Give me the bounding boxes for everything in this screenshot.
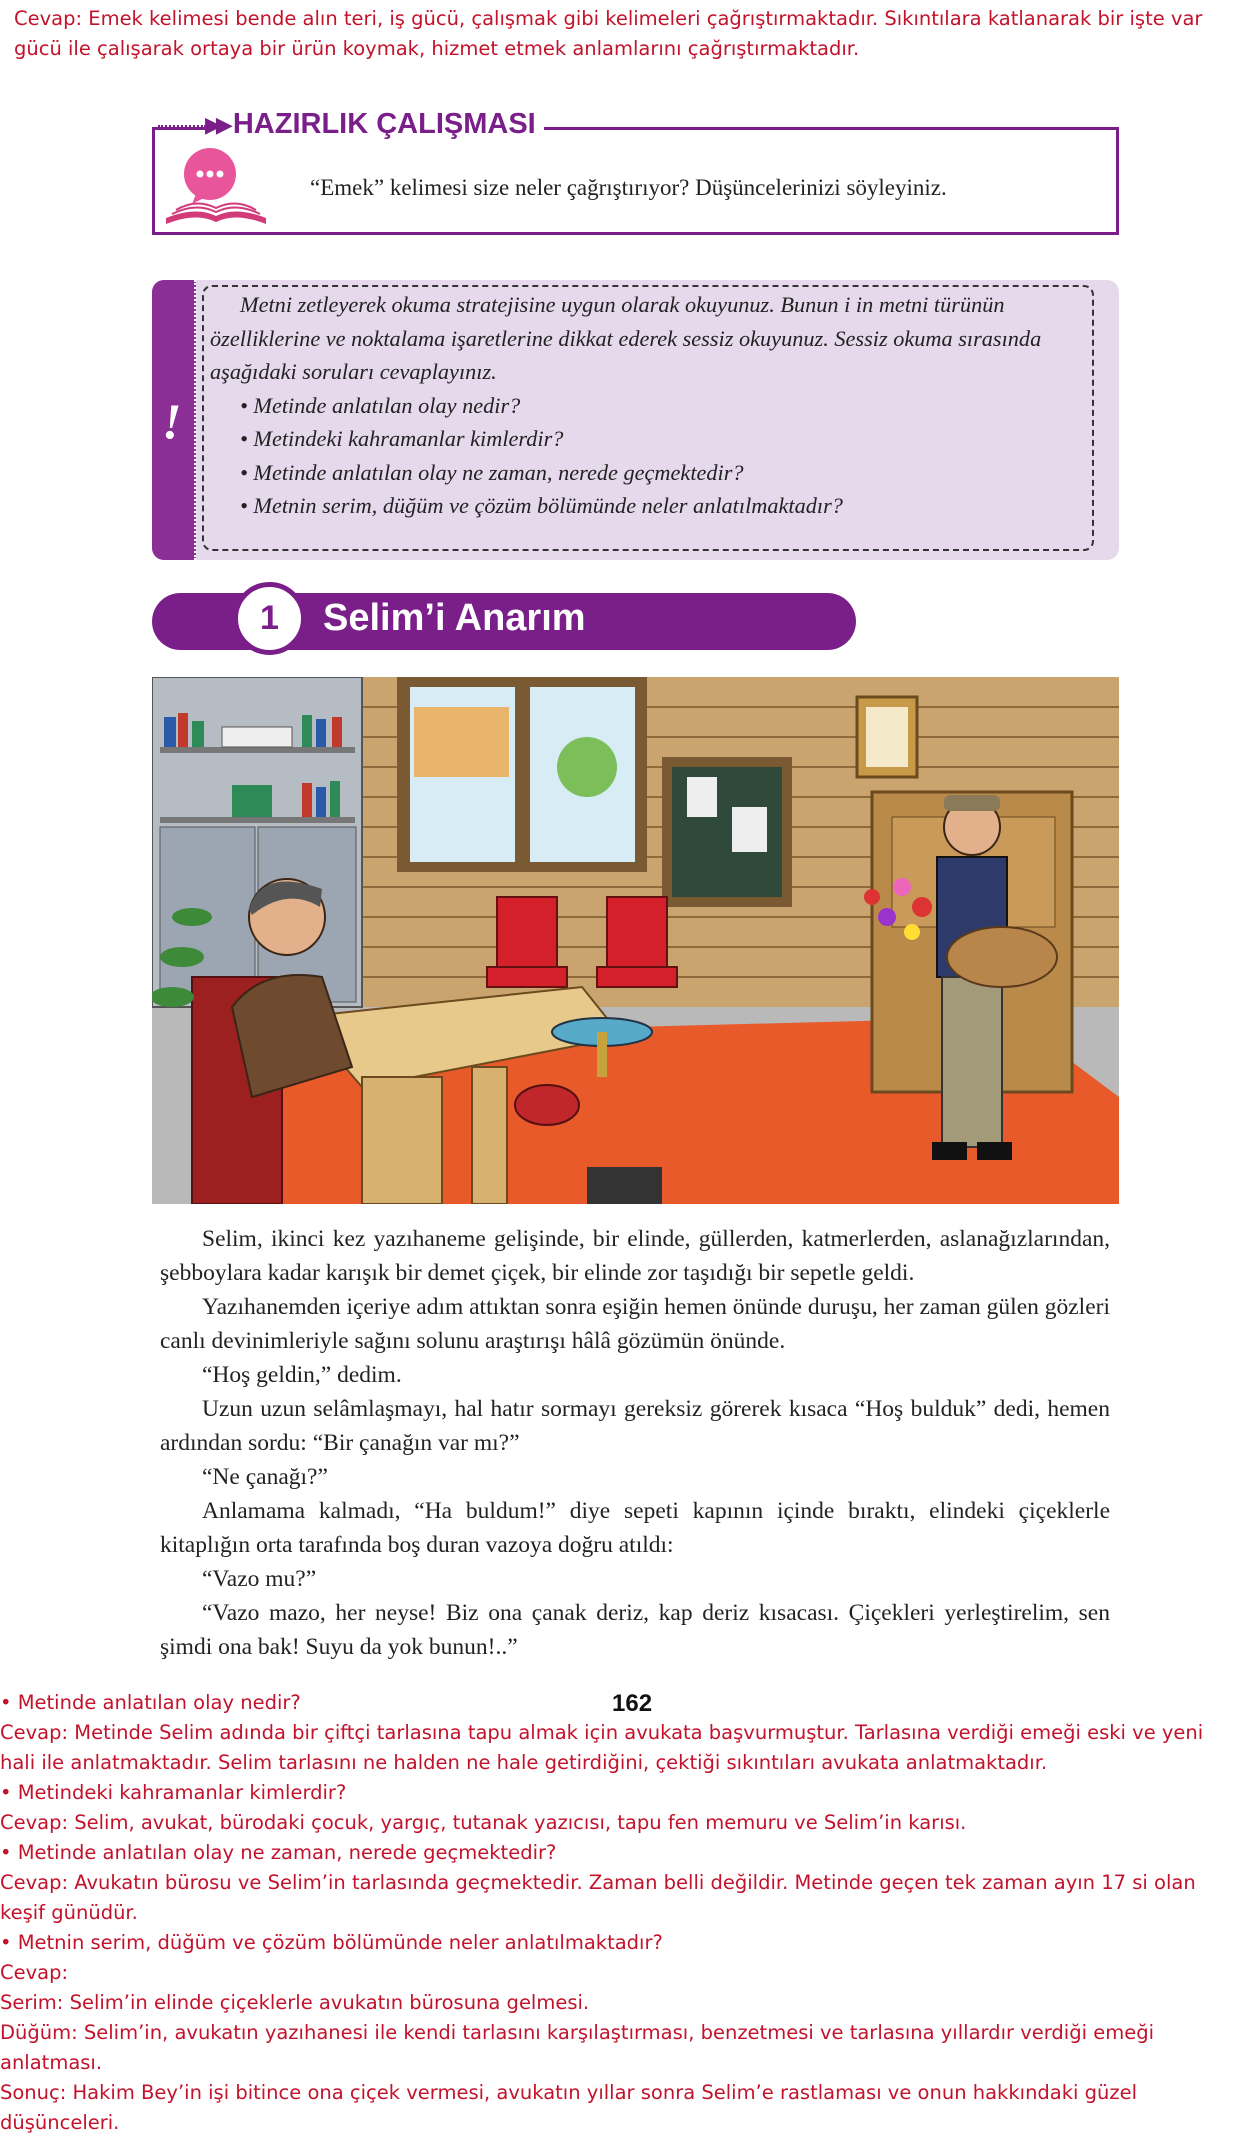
story-paragraph: “Vazo mu?” [202, 1566, 317, 1592]
answer-line: • Metinde anlatılan olay nedir? [0, 1691, 301, 1714]
answer-line: • Metnin serim, düğüm ve çözüm bölümünde neler anlatılmaktadır? [0, 1931, 663, 1954]
answer-line: Cevap: [0, 1961, 69, 1984]
story-paragraph: Uzun uzun selâmlaşmayı, hal hatır sormayı gereksiz görerek kısaca “Hoş bulduk” dedi, hemen ardından sordu: “Bir çanağın var mı?” [160, 1396, 1110, 1456]
office-illustration [152, 677, 1119, 1204]
chapter-title: Selim’i Anarım [323, 597, 586, 639]
note-question: • Metinde anlatılan olay ne zaman, nerede geçmektedir? [240, 456, 1090, 490]
hazirlik-title: HAZIRLIK ÇALIŞMASI [232, 108, 536, 140]
answer-line: Düğüm: Selim’in, avukatın yazıhanesi ile kendi tarlasını karşılaştırması, benzetmesi ve tarlasına yıllardır verdiği emeği anlatması. [0, 2021, 1154, 2074]
story-paragraph: Selim, ikinci kez yazıhaneme gelişinde, bir elinde, güllerden, katmerlerden, aslanağızlarından, şebboylara kadar karışık bir demet çiçek, bir elinde zor taşıdığı bir sepetle geldi. [160, 1226, 1110, 1286]
answer-line: Cevap: Metinde Selim adında bir çiftçi tarlasına tapu almak için avukata başvurmuştur. Tarlasına verdiği emeği eski ve yeni hali ile anlatmaktadır. Selim tarlasını ne halden ne hale getirdiğini, çektiği sıkıntıları avukata anlatmaktadır. [0, 1721, 1204, 1774]
story-paragraph: “Ne çanağı?” [202, 1464, 328, 1490]
note-side-bar-edge [188, 280, 196, 560]
note-question: • Metnin serim, düğüm ve çözüm bölümünde neler anlatılmaktadır? [240, 489, 1090, 523]
speech-book-icon [156, 140, 276, 228]
answer-line: Cevap: Selim, avukat, bürodaki çocuk, yargıç, tutanak yazıcısı, tapu fen memuru ve Selim’in karısı. [0, 1811, 967, 1834]
hazirlik-dotted-lead [158, 125, 206, 127]
answers-block [0, 1688, 1225, 2138]
note-question: • Metinde anlatılan olay nedir? [240, 389, 1090, 423]
chapter-number: 1 [233, 582, 306, 655]
note-intro: Metni zetleyerek okuma stratejisine uygun olarak okuyunuz. Bunun i in metni türünün özelliklerine ve noktalama işaretlerine dikkat ederek sessiz okuyunuz. Sessiz okuma sırasında aşağıdaki soruları cevaplayınız. [210, 292, 1042, 384]
page-number: 162 [612, 1690, 653, 1717]
exclamation-icon: ! [162, 393, 182, 449]
note-text [210, 288, 1090, 523]
story-paragraph: “Hoş geldin,” dedim. [202, 1362, 402, 1388]
hazirlik-question: “Emek” kelimesi size neler çağrıştırıyor? Düşüncelerinizi söyleyiniz. [310, 175, 947, 200]
story-paragraph: Anlamama kalmadı, “Ha buldum!” diye sepeti kapının içinde bıraktı, elindeki çiçeklerle kitaplığın orta tarafında boş duran vazoya doğru atıldı: [160, 1498, 1110, 1558]
story-text [160, 1222, 1110, 1664]
answer-line: • Metindeki kahramanlar kimlerdir? [0, 1781, 347, 1804]
answer-line: Cevap: Avukatın bürosu ve Selim’in tarlasında geçmektedir. Zaman belli değildir. Metinde geçen tek zaman ayın 17 si olan keşif günüdür. [0, 1871, 1196, 1924]
story-paragraph: Yazıhanemden içeriye adım attıktan sonra eşiğin hemen önünde duruşu, her zaman gülen gözleri canlı devinimleriyle sağını solunu araştırışı hâlâ gözümün önünde. [160, 1294, 1110, 1354]
answer-line: Sonuç: Hakim Bey’in işi bitince ona çiçek vermesi, avukatın yıllar sonra Selim’e rastlaması ve onun hakkındaki güzel düşünceleri. [0, 2081, 1138, 2134]
hazirlik-header [205, 108, 544, 141]
top-answer-text: Cevap: Emek kelimesi bende alın teri, iş gücü, çalışmak gibi kelimeleri çağrıştırmaktadır. Sıkıntılara katlanarak bir işte var gücü ile çalışarak ortaya bir ürün koymak, hizmet etmek anlamlarını çağrıştırmaktadır. [14, 7, 1203, 60]
note-question-list [210, 389, 1090, 523]
note-question: • Metindeki kahramanlar kimlerdir? [240, 422, 1090, 456]
double-arrow-icon: ▶▶ [205, 111, 227, 137]
answer-line: Serim: Selim’in elinde çiçeklerle avukatın bürosuna gelmesi. [0, 1991, 590, 2014]
story-paragraph: “Vazo mazo, her neyse! Biz ona çanak deriz, kap deriz kısacası. Çiçekleri yerleştirelim, sen şimdi ona bak! Suyu da yok bunun!..” [160, 1600, 1110, 1660]
answer-line: • Metinde anlatılan olay ne zaman, nerede geçmektedir? [0, 1841, 557, 1864]
